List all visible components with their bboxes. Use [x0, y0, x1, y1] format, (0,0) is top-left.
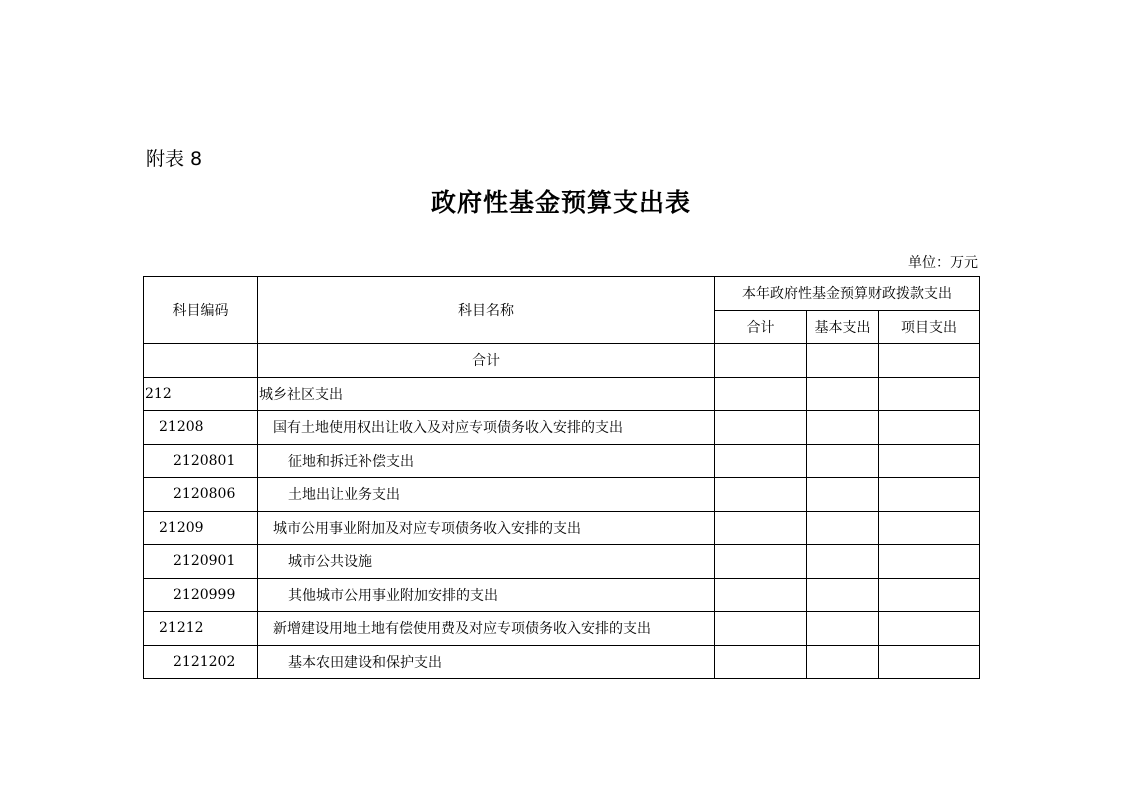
row-name: 城市公用事业附加及对应专项债务收入安排的支出 — [258, 511, 715, 545]
table-row — [144, 645, 980, 679]
table-row — [144, 377, 980, 411]
table-row — [144, 511, 980, 545]
row-code: 2120806 — [144, 478, 258, 512]
row-code: 2121202 — [144, 645, 258, 679]
budget-table — [143, 276, 980, 679]
row-code: 2120999 — [144, 578, 258, 612]
row-basic — [807, 478, 879, 512]
row-name: 土地出让业务支出 — [258, 478, 715, 512]
total-row-name: 合计 — [258, 344, 715, 378]
row-name: 基本农田建设和保护支出 — [258, 645, 715, 679]
table-row — [144, 612, 980, 646]
row-total — [715, 578, 807, 612]
row-project — [879, 645, 980, 679]
page-title: 政府性基金预算支出表 — [430, 188, 691, 217]
total-row-project — [879, 344, 980, 378]
header-row-1 — [144, 277, 980, 311]
row-basic — [807, 578, 879, 612]
row-basic — [807, 612, 879, 646]
header-code: 科目编码 — [144, 277, 258, 344]
row-total — [715, 478, 807, 512]
row-basic — [807, 411, 879, 445]
row-total — [715, 645, 807, 679]
table-row — [144, 578, 980, 612]
header-project: 项目支出 — [879, 310, 980, 344]
row-total — [715, 511, 807, 545]
row-project — [879, 612, 980, 646]
row-name: 其他城市公用事业附加安排的支出 — [258, 578, 715, 612]
row-project — [879, 444, 980, 478]
row-name: 新增建设用地土地有偿使用费及对应专项债务收入安排的支出 — [258, 612, 715, 646]
unit-label: 单位：万元 — [908, 255, 978, 271]
row-project — [879, 545, 980, 579]
row-name: 城乡社区支出 — [258, 377, 715, 411]
row-name: 城市公共设施 — [258, 545, 715, 579]
row-project — [879, 377, 980, 411]
row-total — [715, 444, 807, 478]
row-total — [715, 411, 807, 445]
row-code: 21209 — [144, 511, 258, 545]
total-row-code — [144, 344, 258, 378]
row-basic — [807, 511, 879, 545]
appendix-label: 附表 8 — [146, 148, 203, 170]
total-row-total — [715, 344, 807, 378]
row-project — [879, 511, 980, 545]
row-total — [715, 377, 807, 411]
row-basic — [807, 444, 879, 478]
header-basic: 基本支出 — [807, 310, 879, 344]
row-basic — [807, 545, 879, 579]
table-row — [144, 545, 980, 579]
row-name: 国有土地使用权出让收入及对应专项债务收入安排的支出 — [258, 411, 715, 445]
row-code: 2120901 — [144, 545, 258, 579]
header-group: 本年政府性基金预算财政拨款支出 — [715, 277, 980, 311]
row-basic — [807, 645, 879, 679]
row-total — [715, 612, 807, 646]
total-row-basic — [807, 344, 879, 378]
row-project — [879, 478, 980, 512]
row-name: 征地和拆迁补偿支出 — [258, 444, 715, 478]
row-basic — [807, 377, 879, 411]
row-total — [715, 545, 807, 579]
table-row — [144, 478, 980, 512]
table-row — [144, 411, 980, 445]
row-project — [879, 578, 980, 612]
total-row — [144, 344, 980, 378]
row-code: 212 — [144, 377, 258, 411]
row-code: 2120801 — [144, 444, 258, 478]
header-name: 科目名称 — [258, 277, 715, 344]
row-code: 21212 — [144, 612, 258, 646]
table-row — [144, 444, 980, 478]
row-project — [879, 411, 980, 445]
header-total: 合计 — [715, 310, 807, 344]
row-code: 21208 — [144, 411, 258, 445]
